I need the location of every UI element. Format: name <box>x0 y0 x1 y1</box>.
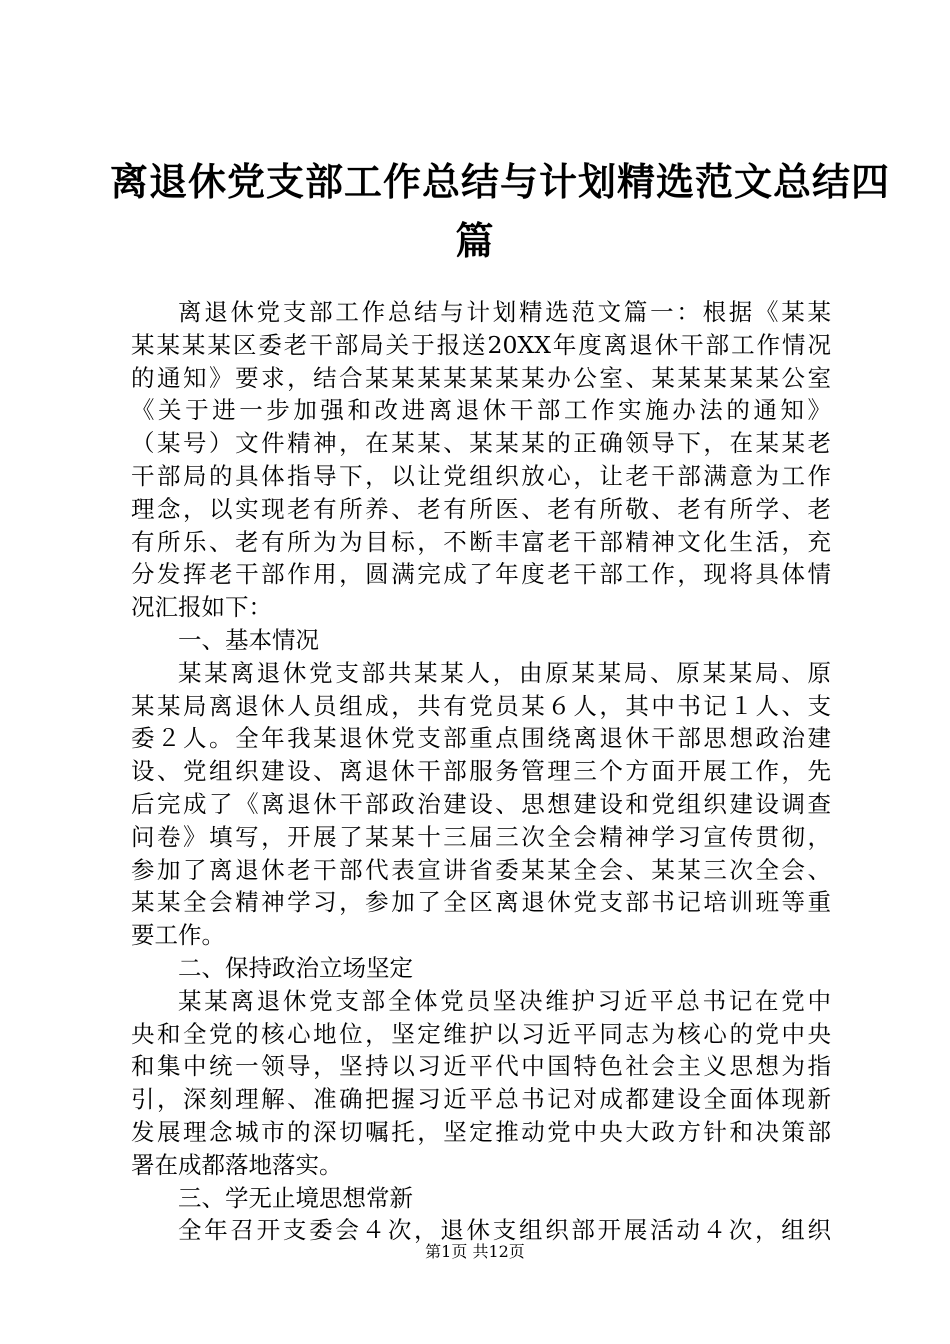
page-footer: 第1页 共12页 <box>425 1242 525 1261</box>
body-line: 全年召开支委会４次，退休支组织部开展活动４次，组织 <box>178 1216 831 1245</box>
body-line: 的通知》要求，结合某某某某某某某办公室、某某某某某公室 <box>131 363 831 392</box>
document-title-line-1: 离退休党支部工作总结与计划精选范文总结四 <box>110 159 891 204</box>
body-line: 某某全会精神学习，参加了全区离退休党支部书记培训班等重 <box>131 888 831 917</box>
body-line: 发展理念城市的深切嘱托，坚定推动党中央大政方针和决策部 <box>131 1117 831 1146</box>
body-line: 某某离退休党支部全体党员坚决维护习近平总书记在党中 <box>178 986 831 1015</box>
body-line: 有所乐、老有所为为目标，不断丰富老干部精神文化生活，充 <box>131 527 831 556</box>
body-line: 某某某某区委老干部局关于报送20XX年度离退休干部工作情况 <box>131 330 831 359</box>
body-line: 某某离退休党支部共某某人，由原某某局、原某某局、原 <box>178 658 831 687</box>
body-line: （某号）文件精神，在某某、某某某的正确领导下，在某某老 <box>131 429 831 458</box>
body-line: 委２人。全年我某退休党支部重点围绕离退休干部思想政治建 <box>131 724 831 753</box>
document-title-line-2: 篇 <box>455 218 495 263</box>
body-line: 况汇报如下： <box>131 593 272 622</box>
body-line: 署在成都落地落实。 <box>131 1150 343 1179</box>
body-line: 理念，以实现老有所养、老有所医、老有所敬、老有所学、老 <box>131 494 831 523</box>
body-line: 某某局离退休人员组成，共有党员某６人，其中书记１人、支 <box>131 691 831 720</box>
body-line: 《关于进一步加强和改进离退休干部工作实施办法的通知》 <box>131 396 831 425</box>
body-line: 问卷》填写，开展了某某十三届三次全会精神学习宣传贯彻， <box>131 822 831 851</box>
body-line: 分发挥老干部作用，圆满完成了年度老干部工作，现将具体情 <box>131 560 831 589</box>
body-line: 设、党组织建设、离退休干部服务管理三个方面开展工作，先 <box>131 757 831 786</box>
body-line: 干部局的具体指导下，以让党组织放心，让老干部满意为工作 <box>131 461 831 490</box>
body-line: 参加了离退休老干部代表宣讲省委某某全会、某某三次全会、 <box>131 855 831 884</box>
body-line: 央和全党的核心地位，坚定维护以习近平同志为核心的党中央 <box>131 1019 831 1048</box>
body-line: 三、学无止境思想常新 <box>178 1183 413 1212</box>
body-line: 一、基本情况 <box>178 625 319 654</box>
body-line: 离退休党支部工作总结与计划精选范文篇一：根据《某某 <box>178 298 831 326</box>
body-line: 二、保持政治立场坚定 <box>178 953 413 982</box>
document-body <box>131 296 831 1247</box>
body-line: 要工作。 <box>131 921 225 950</box>
body-line: 后完成了《离退休干部政治建设、思想建设和党组织建设调查 <box>131 789 831 818</box>
body-line: 引，深刻理解、准确把握习近平总书记对成都建设全面体现新 <box>131 1085 831 1114</box>
body-line: 和集中统一领导，坚持以习近平代中国特色社会主义思想为指 <box>131 1052 831 1081</box>
